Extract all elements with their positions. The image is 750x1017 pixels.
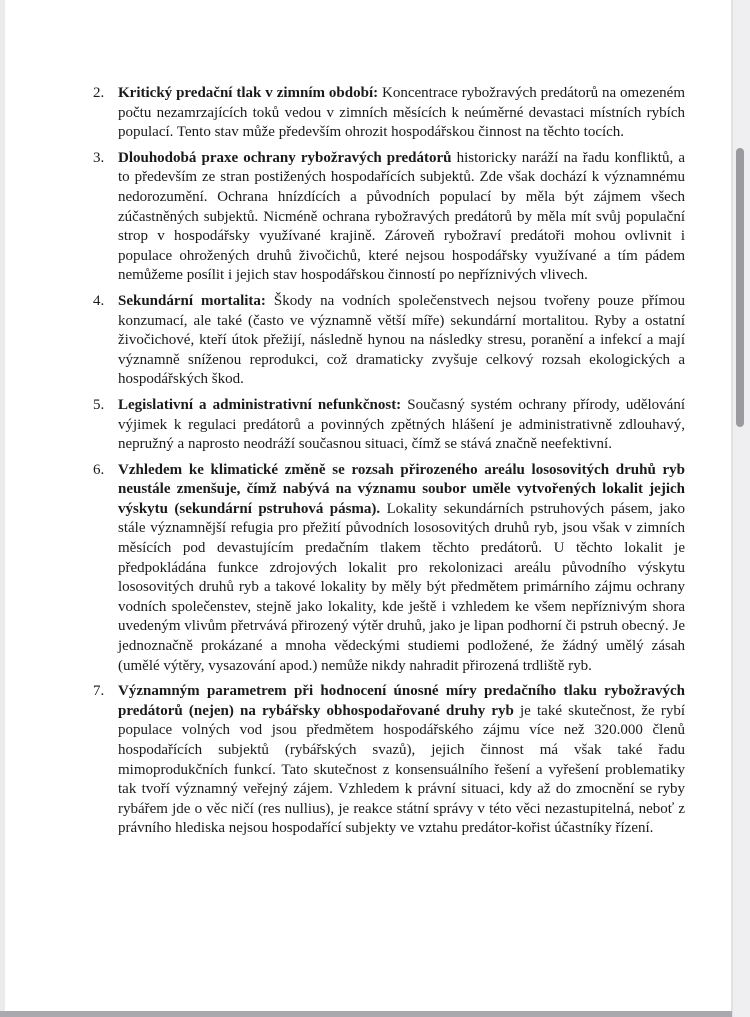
item-rest-text: Lokality sekundárních pstruhových pásem, jako stále významnější refugia pro přežití původních lososovitých druhů ryb, jsou však v zimních měsících pod devastujícím predačním tlakem těchto predátorů. U těchto lokalit je předpokládána funkce zdrojových lokalit pro rekolonizaci areálu původního výskytu lososovitých druhů ryb a takové lokality by měly být předmětem primárního zájmu ochrany vodních společenstev, stejně jako lokality, kde ještě i vzhledem ke všem nepříznivým shora uvedeným vlivům přetrvává přirozený výtěr druhů, jako je lipan podhorní či pstruh obecný. Je jednoznačně prokázané a mnoha vědeckými studiemi podložené, že žádný umělý zásah (umělé výtěry, vysazování apod.) nemůže nikdy nahradit přirozená trdliště ryb. [118,500,685,674]
item-number: 2. [93,85,105,101]
item-number: 4. [93,292,105,309]
item-text [118,292,685,390]
scrollbar-thumb[interactable] [736,148,744,427]
item-number: 5. [93,396,105,413]
item-lead-bold: Legislativní a administrativní nefunkčnost: [118,396,402,413]
item-text [118,682,685,839]
item-number: 7. [93,683,105,700]
page-boundary [0,1011,732,1017]
item-rest-text: Koncentrace rybožravých predátorů na omezeném počtu nezamrzajících toků vedou v zimních měsících k neúměrné devastaci místních rybích populací. Tento stav může především ohrozit hospodářskou činnost na těchto tocích. [118,85,686,141]
item-text [118,84,685,143]
list-item [93,396,685,455]
list-item [93,682,685,839]
numbered-list [5,0,731,839]
list-item [93,461,685,677]
list-item [93,149,685,286]
item-text [118,149,685,286]
scrollbar-track[interactable] [732,0,750,1017]
item-number: 6. [93,461,105,478]
item-lead-bold: Vzhledem ke klimatické změně se rozsah přirozeného areálu lososovitých druhů ryb neustále zmenšuje, čímž nabývá na významu soubor uměle vytvořených lokalit jejich výskytu (sekundární pstruhová pásma). [118,461,685,517]
item-lead-bold: Významným parametrem při hodnocení únosné míry predačního tlaku rybožravých predátorů (nejen) na rybářsky obhospodařované druhy ryb [118,683,685,719]
item-rest-text: Současný systém ochrany přírody, udělování výjimek k regulaci predátorů a povinných zpětných hlášení je administrativně zdlouhavý, nepružný a naprosto neodráží současnou situaci, čímž se stává značně neefektivní. [118,396,685,453]
item-lead-bold: Dlouhodobá praxe ochrany rybožravých predátorů [118,149,452,166]
item-rest-text: Škody na vodních společenstvech nejsou tvořeny pouze přímou konzumací, ale také (často ve významně větší míře) sekundární mortalitou. Ryby a ostatní živočichové, kteří útok přežijí, následně hynou na následky stresu, poranění a infekcí a mají významně sníženou reprodukci, což dramaticky zvyšuje celkový rozsah ekologických a hospodářských škod. [118,292,685,388]
item-text [118,461,685,677]
item-lead-bold: Sekundární mortalita: [118,292,266,309]
document-page [5,0,732,1011]
item-lead-bold: Kritický predační tlak v zimním období: [118,85,379,101]
item-text [118,396,685,455]
item-rest-text: je také skutečnost, že rybí populace volných vod jsou předmětem hospodářského zájmu více než 320.000 členů hospodařících subjektů (rybářských svazů), jejich činnost má však také řadu mimoprodukčních funkcí. Tato skutečnost z konsensuálního řešení a vyřešení problematiky tak tvoří významný veřejný zájem. Vzhledem k právní situaci, kdy až do zmocnění se ryby rybářem jde o věc ničí (res nullius), je reakce státní správy v této věci nezastupitelná, neboť z právního hlediska nejsou hospodařící subjekty ve vztahu predátor-kořist účastníky řízení. [118,702,685,837]
list-item [93,292,685,390]
item-rest-text: historicky naráží na řadu konfliktů, a to především ze stran postižených hospodařících subjektů. Zde však dochází k významnému nedorozumění. Ochrana hnízdících a původních populací by měla být zájmem všech zúčastněných subjektů. Nicméně ochrana rybožravých predátorů by měla mít svůj populační strop v hospodářsky využívané krajině. Zároveň rybožraví predátoři mohou ovlivnit i populace ohrožených druhů živočichů, které nejsou hospodářsky využívané a tím pádem nemůžeme posílit i jejich stav hospodářskou činností po nepříznivých vlivech. [118,149,685,284]
item-number: 3. [93,149,105,166]
list-item [93,84,685,143]
